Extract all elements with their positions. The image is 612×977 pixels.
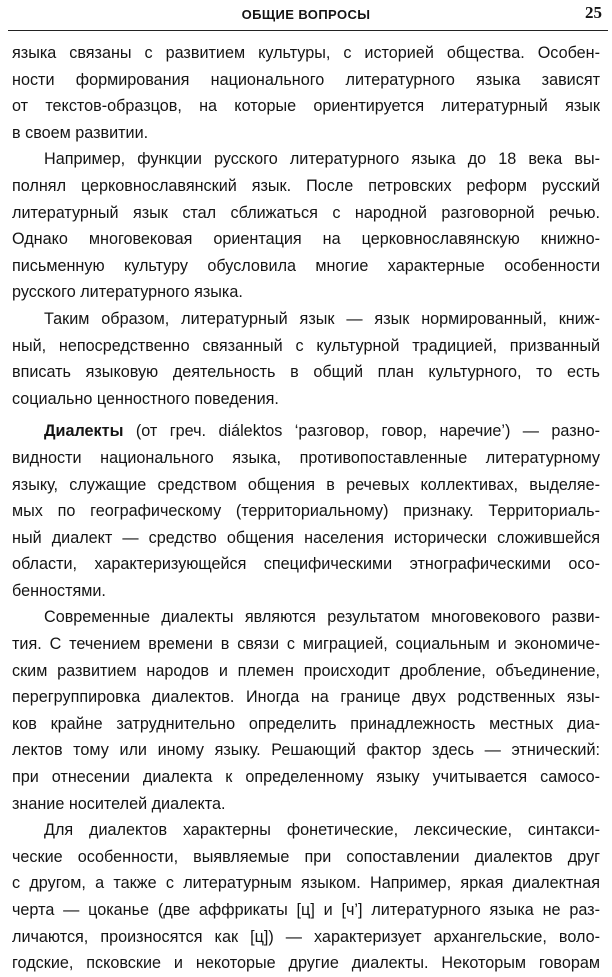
text-line: тия. С течением времени в связи с миграцией, социальным и экономиче- bbox=[12, 635, 600, 654]
text-line: русского литературного языка. bbox=[12, 283, 243, 302]
running-head bbox=[0, 0, 612, 36]
text-line: языку, служащие средством общения в речевых коллективах, выделяе- bbox=[12, 475, 600, 494]
text-line: социально ценностного поведения. bbox=[12, 389, 279, 408]
text-line: черта — цоканье (две аффрикаты [ц] и [ч’] литературного языка не раз- bbox=[12, 901, 600, 919]
text-line: области, характеризующейся специфическими этнографическими осо- bbox=[12, 555, 600, 574]
paragraph bbox=[12, 817, 600, 977]
text-line: ков крайне затруднительно определить принадлежность местных диа- bbox=[12, 714, 600, 733]
body-text bbox=[12, 40, 600, 977]
header-rule bbox=[8, 30, 608, 31]
defined-term: Диалекты bbox=[44, 422, 124, 441]
section-title: ОБЩИЕ ВОПРОСЫ bbox=[241, 7, 371, 22]
text-line: письменную культуру обусловила многие характерные особенности bbox=[12, 256, 600, 275]
definition-start: (от греч. diálektos ‘разговор, говор, наречие’) — разно- bbox=[123, 422, 600, 441]
paragraph bbox=[12, 306, 600, 412]
text-line: ским развитием народов и племен происходит дробление, объединение, bbox=[12, 661, 600, 680]
text-line: ности формирования национального литературного языка зависят bbox=[12, 70, 600, 89]
text-line: полнял церковнославянский язык. После петровских реформ русский bbox=[12, 176, 600, 195]
text-line: в своем развитии. bbox=[12, 123, 149, 142]
text-line: лектов тому или иному языку. Решающий фактор здесь — этнический: bbox=[12, 741, 600, 760]
text-line: при отнесении диалекта к определенному языку учитывается самосо- bbox=[12, 768, 600, 787]
text-line: Для диалектов характерны фонетические, лексические, синтакси- bbox=[44, 821, 600, 840]
paragraph bbox=[12, 604, 600, 817]
text-line: личаются, произносятся как [ц]) — характеризует архангельские, воло- bbox=[12, 927, 600, 946]
text-line: от текстов-образцов, на которые ориентируется литературный язык bbox=[12, 97, 600, 116]
paragraph bbox=[12, 40, 600, 146]
text-line: Например, функции русского литературного языка до 18 века вы- bbox=[44, 150, 600, 169]
paragraph bbox=[12, 146, 600, 306]
text-line: бенностями. bbox=[12, 581, 106, 600]
text-line: вписать языковую деятельность в общий план культурного, то есть bbox=[12, 363, 600, 382]
text-line: мых по географическому (территориальному) признаку. Территориаль- bbox=[12, 502, 600, 521]
text-line: видности национального языка, противопоставленные литературному bbox=[12, 448, 600, 467]
text-line: Таким образом, литературный язык — язык нормированный, книж- bbox=[44, 309, 600, 328]
text-line: ный, непосредственно связанный с культурной традицией, призванный bbox=[12, 336, 600, 355]
text-line: перегруппировка диалектов. Иногда на границе двух родственных язы- bbox=[12, 688, 600, 707]
text-line: годские, псковские и некоторые другие диалекты. Некоторым говорам bbox=[12, 954, 600, 973]
text-line bbox=[12, 418, 600, 445]
text-line: знание носителей диалекта. bbox=[12, 794, 226, 813]
text-line: литературный язык стал сближаться с народной разговорной речью. bbox=[12, 203, 600, 222]
text-line: с другом, а также с литературным языком. Например, яркая диалектная bbox=[12, 874, 600, 893]
page-number: 25 bbox=[585, 3, 602, 22]
text-line: языка связаны с развитием культуры, с историей общества. Особен- bbox=[12, 44, 600, 62]
paragraph-definition bbox=[12, 418, 600, 604]
text-line: Однако многовековая ориентация на церковнославянскую книжно- bbox=[12, 230, 600, 249]
text-line: ческие особенности, выявляемые при сопоставлении диалектов друг bbox=[12, 847, 600, 866]
text-line: ный диалект — средство общения населения исторически сложившейся bbox=[12, 528, 600, 547]
text-line: Современные диалекты являются результатом многовекового разви- bbox=[44, 608, 600, 627]
